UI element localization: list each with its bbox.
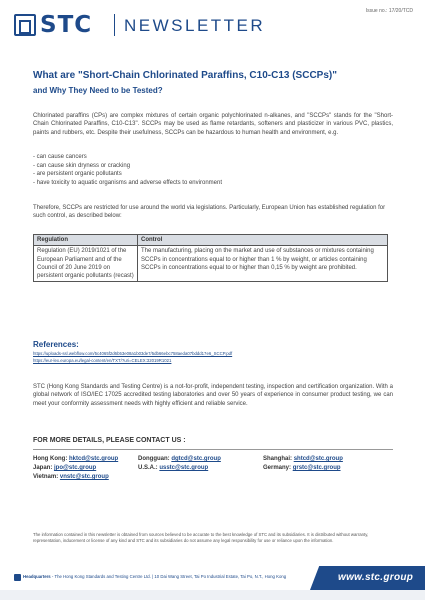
- email-link[interactable]: grstc@stc.group: [292, 465, 341, 471]
- references-list: [33, 351, 232, 364]
- issue-number: Issue no.: 17/20/TCD: [365, 8, 413, 14]
- contact-shanghai: Shanghai: shtcd@stc.group: [263, 456, 343, 462]
- article-subtitle: and Why They Need to be Tested?: [33, 86, 163, 95]
- table-row: [34, 246, 388, 282]
- email-link[interactable]: hktcd@stc.group: [69, 456, 119, 462]
- list-item: - can cause cancers: [33, 154, 87, 160]
- logo-text: STC: [40, 12, 93, 38]
- disclaimer: The information contained in this newsletter is obtained from sources believed to be accurate to the best knowledge of STC and its subsidiaries. It is distributed without warranty, representation, inducement or license of any kind and STC and its subsidiaries do not assume any legal responsibility for use or reliance upon the information.: [33, 532, 369, 543]
- contact-vietnam: Vietnam: vnstc@stc.group: [33, 474, 109, 480]
- hq-label: Headquarters: [23, 574, 51, 579]
- email-link[interactable]: dgtcd@stc.group: [171, 456, 221, 462]
- contact-japan: Japan: jpo@stc.group: [33, 465, 97, 471]
- regulation-cell: Regulation (EU) 2019/1021 of the European Parliament and of the Council of 20 June 2019 on persistent organic pollutants (recast): [34, 246, 138, 282]
- header-divider: [114, 14, 115, 36]
- contact-germany: Germany: grstc@stc.group: [263, 465, 341, 471]
- contact-dongguan: Dongguan: dgtcd@stc.group: [138, 456, 221, 462]
- intro-paragraph: Chlorinated paraffins (CPs) are complex mixtures of certain organic polychlorinated n-alkanes, and "SCCPs" stands for the "Short-Chain Chlorinated Paraffins, C10-C13". SCCPs may be used as flame retardants, softeners and plasticizer in various PVC, plastics, paints and rubbers, etc. Despite their usefulness, SCCPs can be hazardous to human health and environment, e.g.: [33, 113, 393, 136]
- page-footer: [0, 566, 425, 600]
- building-icon: [14, 574, 21, 581]
- email-link[interactable]: jpo@stc.group: [54, 465, 97, 471]
- page-header: [0, 0, 425, 48]
- column-header-regulation: Regulation: [34, 235, 138, 246]
- table-header-row: [34, 235, 388, 246]
- email-link[interactable]: usstc@stc.group: [159, 465, 209, 471]
- regulation-table: [33, 234, 388, 282]
- email-link[interactable]: vnstc@stc.group: [59, 474, 109, 480]
- section-title: NEWSLETTER: [124, 16, 266, 35]
- hq-address: - The Hong Kong Standards and Testing Centre Ltd. | 10 Dai Wang Street, Tai Po Industrial Estate, Tai Po, N.T., Hong Kong: [50, 574, 287, 579]
- reference-link-eur-lex[interactable]: https://eur-lex.europa.eu/legal-content/en/TXT/?uri=CELEX:32019R1021: [33, 357, 172, 363]
- references-title: References:: [33, 340, 79, 349]
- control-cell: The manufacturing, placing on the market and use of substances or mixtures containing SCCPs in concentrations equal to or higher than 1 % by weight, or articles containing SCCPs in concentrations equal to or higher than 0,15 % by weight are prohibited.: [138, 246, 388, 282]
- list-item: - can cause skin dryness or cracking: [33, 162, 131, 169]
- stc-logo-mark-icon: [14, 14, 36, 36]
- contact-divider: [33, 449, 393, 450]
- regulation-intro: Therefore, SCCPs are restricted for use around the world via legislations. Particularly, European Union has established regulation for such control, as described below:: [33, 205, 386, 220]
- stc-logo: [14, 14, 92, 36]
- footer-headquarters: [23, 574, 286, 579]
- about-stc-paragraph: STC (Hong Kong Standards and Testing Centre) is a not-for-profit, independent testing, inspection and certification organization. With a global network of ISO/IEC 17025 accredited testing laboratories and over 50 years of experience in consumer product testing, we can meet your conformity assessment needs with highly efficient and reliable service.: [33, 384, 393, 407]
- contact-hong-kong: Hong Kong: hktcd@stc.group: [33, 456, 119, 462]
- email-link[interactable]: shtcd@stc.group: [293, 456, 343, 462]
- list-item: - are persistent organic pollutants: [33, 171, 122, 178]
- article-title: What are "Short-Chain Chlorinated Paraffins, C10-C13 (SCCPs)": [33, 70, 337, 81]
- list-item: - have toxicity to aquatic organisms and adverse effects to environment: [33, 179, 222, 186]
- reference-link-sccp-pdf[interactable]: https://uploads-ssl.webflow.com/5c4065f2d6b53e08a1b03de7/5db66ebc758aeda07bddd17e6_SCCP.pdf: [33, 351, 233, 356]
- website-link[interactable]: www.stc.group: [338, 572, 414, 583]
- footer-bottom-strip: [0, 590, 425, 600]
- contact-usa: U.S.A.: usstc@stc.group: [138, 465, 209, 471]
- column-header-control: Control: [138, 235, 388, 246]
- hazard-list: [33, 153, 222, 187]
- contact-title: FOR MORE DETAILS, PLEASE CONTACT US :: [33, 437, 186, 444]
